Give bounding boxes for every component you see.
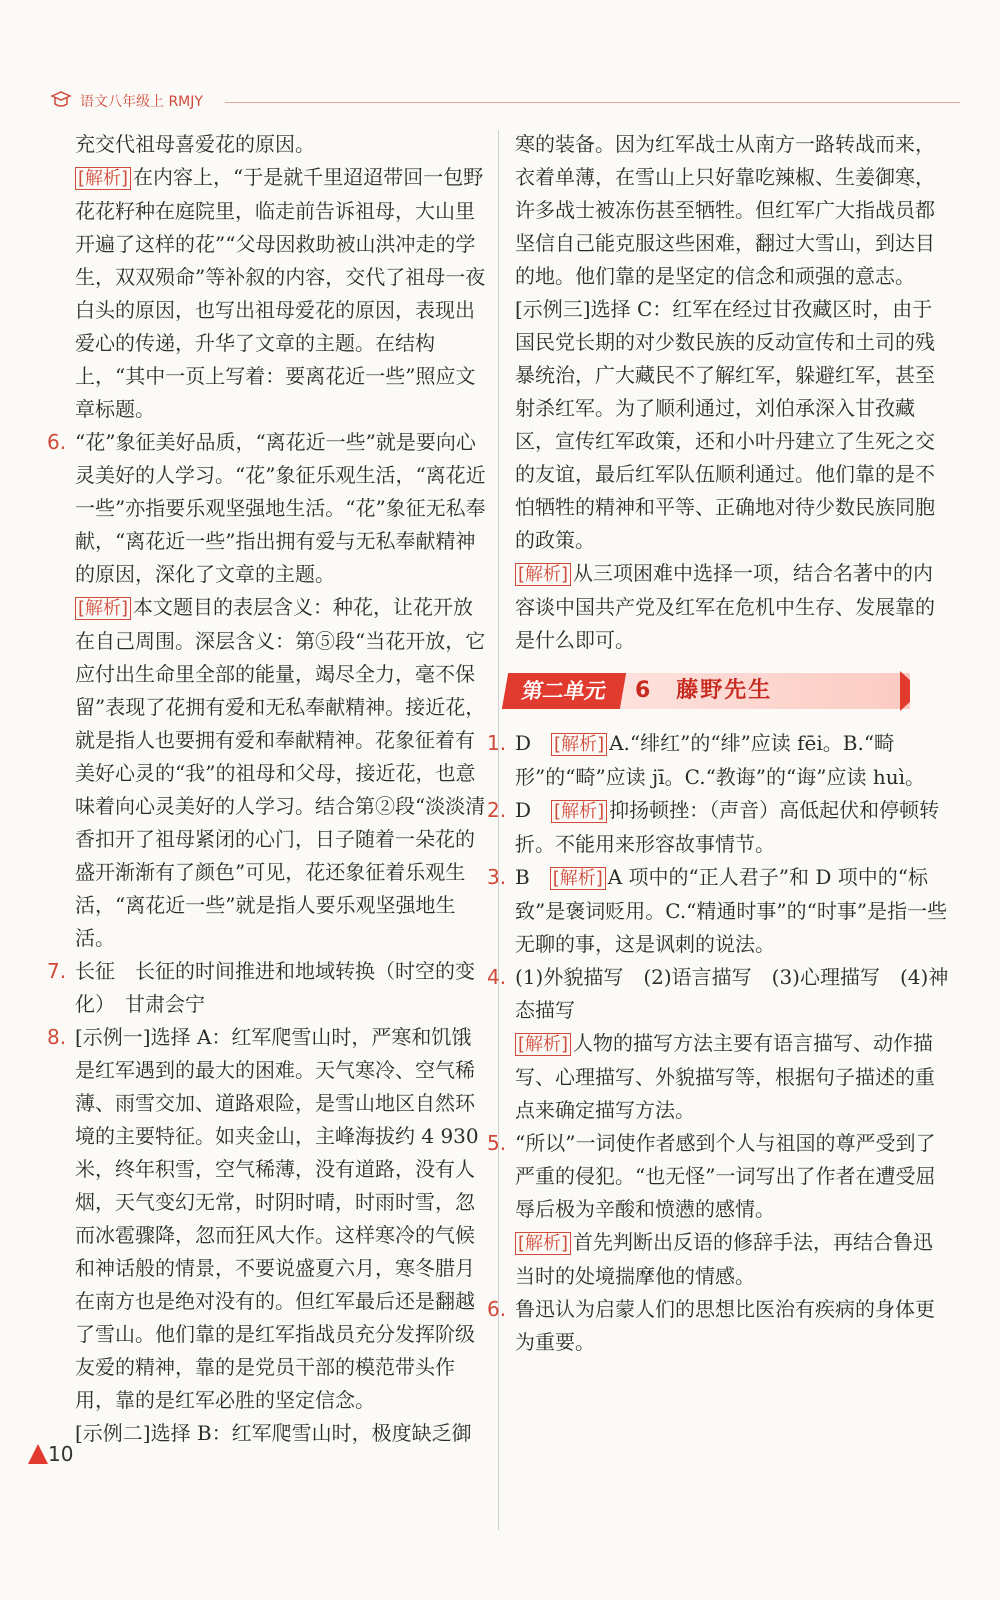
item-text: D	[515, 731, 552, 755]
page-header	[50, 90, 950, 114]
analysis-tag: [解析]	[75, 597, 131, 620]
answer-item	[487, 1293, 950, 1359]
item-text: 长征 长征的时间推进和地域转换（时空的变化） 甘肃会宁	[75, 959, 475, 1016]
text-paragraph	[515, 293, 950, 557]
answer-item	[47, 426, 487, 591]
item-number: 3.	[487, 865, 507, 889]
paragraph-text: 寒的装备。因为红军战士从南方一路转战而来，衣着单薄，在雪山上只好靠吃辣椒、生姜御寒，许多战士被冻伤甚至牺牲。但红军广大指战员都坚信自己能克服这些困难，翻过大雪山，到达目的地。他们靠的是坚定的信念和顽强的意志。	[515, 132, 935, 288]
up-arrow-icon	[28, 1444, 48, 1464]
header-rule	[225, 102, 960, 103]
text-paragraph	[75, 128, 487, 161]
analysis-tag: [解析]	[551, 733, 607, 756]
answer-item	[487, 1127, 950, 1226]
chevron-cutout	[910, 675, 926, 707]
analysis-paragraph	[75, 161, 487, 426]
book-icon	[50, 90, 72, 110]
answer-item	[487, 727, 950, 794]
unit-banner	[505, 669, 950, 715]
analysis-paragraph	[515, 557, 950, 657]
right-column	[487, 128, 950, 1359]
item-number: 6.	[487, 1297, 507, 1321]
page-number-box	[28, 1442, 78, 1468]
analysis-text: A.“绯红”的“绯”应读 fēi。B.“畸形”的“畸”应读 jī。C.“教诲”的“诲”应读 huì。	[515, 731, 925, 789]
item-number: 8.	[47, 1025, 67, 1049]
answer-item	[47, 955, 487, 1021]
analysis-text: 本文题目的表层含义：种花，让花开放在自己周围。深层含义：第⑤段“当花开放，它应付出生命里全部的能量，竭尽全力，毫不保留”表现了花拥有爱和无私奉献精神。接近花，就是指人也要拥有爱和奉献精神。花象征着有美好心灵的“我”的祖母和父母，接近花，也意味着向心灵美好的人学习。结合第②段“淡淡清香扣开了祖母紧闭的心门，日子随着一朵花的盛开渐渐有了颜色”可见，花还象征着乐观生活，“离花近一些”就是指人要乐观坚强地生活。	[75, 595, 486, 950]
item-number: 1.	[487, 731, 507, 755]
lesson-title: 6 藤野先生	[635, 678, 773, 703]
analysis-text: 在内容上，“于是就千里迢迢带回一包野花花籽种在庭院里，临走前告诉祖母，大山里开遍了这样的花”“父母因救助被山洪冲走的学生，双双殒命”等补叙的内容，交代了祖母一夜白头的原因，也写出祖母爱花的原因，表现出爱心的传递，升华了文章的主题。在结构上，“其中一页上写着：要离花近一些”照应文章标题。	[75, 165, 486, 421]
analysis-tag: [解析]	[515, 563, 571, 586]
analysis-text: 人物的描写方法主要有语言描写、动作描写、心理描写、外貌描写等，根据句子描述的重点来确定描写方法。	[515, 1031, 935, 1122]
analysis-tag: [解析]	[515, 1232, 571, 1255]
item-number: 2.	[487, 798, 507, 822]
analysis-paragraph	[75, 591, 487, 955]
answer-item	[487, 794, 950, 861]
text-paragraph	[75, 1417, 487, 1450]
analysis-text: 首先判断出反语的修辞手法，再结合鲁迅当时的处境揣摩他的情感。	[515, 1230, 934, 1288]
analysis-paragraph	[515, 1226, 950, 1293]
unit-label: 第二单元	[502, 673, 626, 709]
left-column	[47, 128, 487, 1450]
item-number: 7.	[47, 959, 67, 983]
item-number: 5.	[487, 1131, 507, 1155]
analysis-text: 抑扬顿挫：（声音）高低起伏和停顿转折。不能用来形容故事情节。	[515, 798, 940, 856]
paragraph-text: [示例三]选择 C：红军在经过甘孜藏区时，由于国民党长期的对少数民族的反动宣传和土司的残暴统治，广大藏民不了解红军，躲避红军，甚至射杀红军。为了顺利通过，刘伯承深入甘孜藏区，宣传红军政策，还和小叶丹建立了生死之交的友谊，最后红军队伍顺利通过。他们靠的是不怕牺牲的精神和平等、正确地对待少数民族同胞的政策。	[515, 297, 935, 552]
item-number: 6.	[47, 430, 67, 454]
paragraph-text: 充交代祖母喜爱花的原因。	[75, 132, 315, 156]
item-text: 鲁迅认为启蒙人们的思想比医治有疾病的身体更为重要。	[515, 1297, 935, 1354]
analysis-tag: [解析]	[515, 1033, 571, 1056]
item-text: (1)外貌描写 (2)语言描写 (3)心理描写 (4)神态描写	[515, 965, 949, 1022]
analysis-text: 从三项困难中选择一项，结合名著中的内容谈中国共产党及红军在危机中生存、发展靠的是什么即可。	[515, 561, 935, 652]
right-column-top	[515, 128, 950, 657]
item-number: 4.	[487, 965, 507, 989]
analysis-text: A 项中的“正人君子”和 D 项中的“标致”是褒词贬用。C.“精通时事”的“时事”是指一些无聊的事，这是讽刺的说法。	[515, 865, 948, 956]
item-text: B	[515, 865, 550, 889]
analysis-tag: [解析]	[550, 867, 606, 890]
answer-item	[487, 961, 950, 1027]
item-text: “所以”一词使作者感到个人与祖国的尊严受到了严重的侵犯。“也无怪”一词写出了作者在遭受屈辱后极为辛酸和愤懑的感情。	[515, 1131, 936, 1221]
right-column-bottom	[487, 727, 950, 1359]
item-text: D	[515, 798, 552, 822]
analysis-paragraph	[515, 1027, 950, 1127]
answer-item	[47, 1021, 487, 1417]
page-number: 10	[48, 1442, 74, 1466]
text-paragraph	[515, 128, 950, 293]
analysis-tag: [解析]	[75, 167, 131, 190]
analysis-tag: [解析]	[551, 800, 607, 823]
book-title: 语文八年级上 RMJY	[80, 94, 203, 110]
item-text: [示例一]选择 A：红军爬雪山时，严寒和饥饿是红军遇到的最大的困难。天气寒冷、空气稀薄、雨雪交加、道路艰险，是雪山地区自然环境的主要特征。如夹金山，主峰海拔约 4 930 米，终年积雪，空气稀薄，没有道路，没有人烟，天气变幻无常，时阴时晴，时雨时雪，忽而冰雹骤降，忽而狂风大作。这样寒冷的气候和神话般的情景，不要说盛夏六月，寒冬腊月在南方也是绝对没有的。但红军最后还是翻越了雪山。他们靠的是红军指战员充分发挥阶级友爱的精神，靠的是党员干部的模范带头作用，靠的是红军必胜的坚定信念。	[75, 1025, 479, 1412]
answer-item	[487, 861, 950, 961]
item-text: “花”象征美好品质，“离花近一些”就是要向心灵美好的人学习。“花”象征乐观生活，“离花近一些”亦指要乐观坚强地生活。“花”象征无私奉献，“离花近一些”指出拥有爱与无私奉献精神的原因，深化了文章的主题。	[75, 430, 486, 586]
paragraph-text: [示例二]选择 B：红军爬雪山时，极度缺乏御	[75, 1421, 472, 1445]
